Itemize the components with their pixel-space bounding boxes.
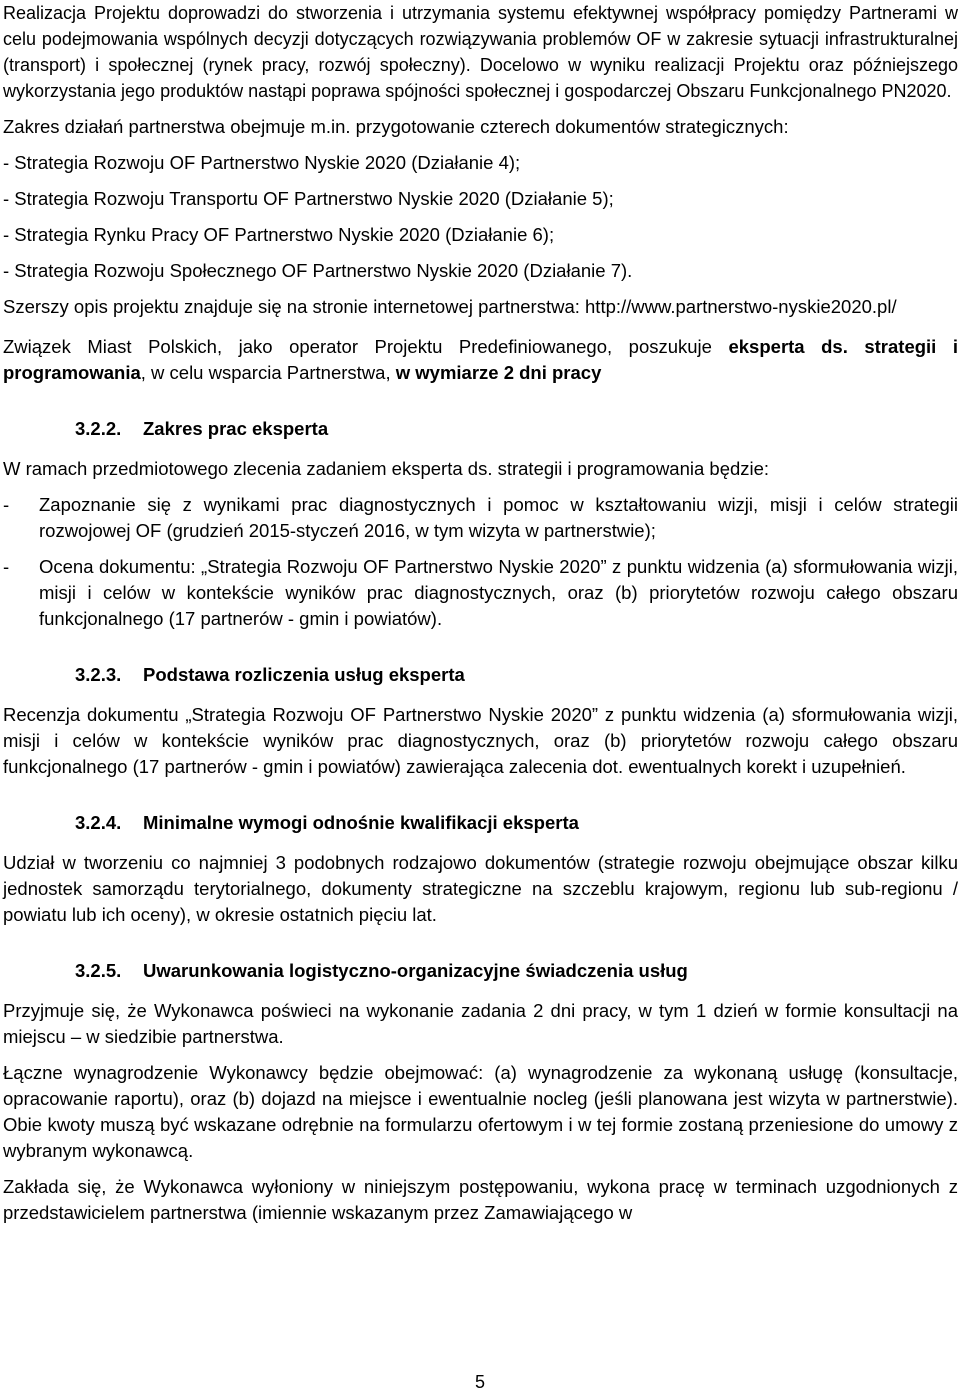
- expert-role: eksperta ds. strategii i programowania: [3, 336, 958, 383]
- scope-item: - Strategia Rynku Pracy OF Partnerstwo Nyskie 2020 (Działanie 6);: [3, 224, 555, 245]
- section-3-2-5-paragraph: Przyjmuje się, że Wykonawca poświeci na wykonanie zadania 2 dni pracy, w tym 1 dzień w formie konsultacji na miejscu – w siedzibie partnerstwa.: [3, 1000, 958, 1047]
- scope-item: - Strategia Rozwoju Społecznego OF Partnerstwo Nyskie 2020 (Działanie 7).: [3, 260, 633, 281]
- section-3-2-4-text: Udział w tworzeniu co najmniej 3 podobnych rodzajowo dokumentów (strategie rozwoju obejmujące obszar kilku jednostek samorządu terytorialnego, dokumenty strategiczne na szczeblu krajowym, regionu lub sub-regionu / powiatu lub ich oceny), w okresie ostatnich pięciu lat.: [3, 852, 958, 925]
- section-heading-3-2-5: 3.2.5. Uwarunkowania logistyczno-organizacyjne świadczenia usług: [75, 960, 688, 981]
- website-paragraph: Szerszy opis projektu znajduje się na stronie internetowej partnerstwa: http://www.partnerstwo-nyskie2020.pl/: [3, 296, 897, 317]
- scope-item: - Strategia Rozwoju OF Partnerstwo Nyskie 2020 (Działanie 4);: [3, 152, 521, 173]
- section-3-2-5-paragraph: Zakłada się, że Wykonawca wyłoniony w niniejszym postępowaniu, wykona pracę w terminach uzgodnionych z przedstawicielem partnerstwa (imiennie wskazanym przez Zamawiającego w: [3, 1176, 958, 1223]
- work-scope: w wymiarze 2 dni pracy: [395, 362, 602, 383]
- section-3-2-3-text: Recenzja dokumentu „Strategia Rozwoju OF Partnerstwo Nyskie 2020” z punktu widzenia (a) sformułowania wizji, misji i celów w kontekście wyników prac diagnostycznych, oraz (b) priorytetów rozwoju całego obszaru funkcjonalnego (17 partnerów - gmin i powiatów) zawierająca zalecenia dot. ewentualnych korekt i uzupełnień.: [3, 704, 958, 777]
- task-item: - Ocena dokumentu: „Strategia Rozwoju OF Partnerstwo Nyskie 2020” z punktu widzenia (a) sformułowania wizji, misji i celów w kontekście wyników prac diagnostycznych, oraz (b) priorytetów rozwoju całego obszaru funkcjonalnego (17 partnerów - gmin i powiatów).: [3, 556, 958, 629]
- section-3-2-5-paragraph: Łączne wynagrodzenie Wykonawcy będzie obejmować: (a) wynagrodzenie za wykonaną usługę (konsultacje, opracowanie raportu), oraz (b) dojazd na miejsce i ewentualnie nocleg (jeśli planowana jest wizyta w partnerstwie). Obie kwoty muszą być wskazane odrębnie na formularzu ofertowym i w tej formie zostaną przeniesione do umowy z wybranym wykonawcą.: [3, 1062, 958, 1161]
- section-heading-3-2-2: 3.2.2. Zakres prac eksperta: [75, 418, 329, 439]
- expert-search-paragraph: Związek Miast Polskich, jako operator Projektu Predefiniowanego, poszukuje eksperta ds. strategii i programowania, w celu wsparcia Partnerstwa, w wymiarze 2 dni pracy: [3, 336, 958, 383]
- scope-section: [3, 114, 958, 320]
- intro-section: [3, 0, 958, 104]
- section-3-2-2-lead: W ramach przedmiotowego zlecenia zadaniem eksperta ds. strategii i programowania będzie:: [3, 458, 770, 479]
- scope-lead: Zakres działań partnerstwa obejmuje m.in. przygotowanie czterech dokumentów strategicznych:: [3, 116, 789, 137]
- intro-paragraph: Realizacja Projektu doprowadzi do stworzenia i utrzymania systemu efektywnej współpracy pomiędzy Partnerami w celu podejmowania wspólnych decyzji dotyczących rozwiązywania problemów OF w zakresie sytuacji infrastrukturalnej (transport) i społecznej (rynek pracy, rozwój społeczny). Docelowo w wyniku realizacji Projektu oraz późniejszego wykorzystania jego produktów nastąpi poprawa spójności społecznej i gospodarczej Obszaru Funkcjonalnego PN2020.: [3, 3, 958, 101]
- task-item: - Zapoznanie się z wynikami prac diagnostycznych i pomoc w kształtowaniu wizji, misji i celów strategii rozwojowej OF (grudzień 2015-styczeń 2016, w tym wizyta w partnerstwie);: [3, 494, 958, 541]
- section-heading-3-2-4: 3.2.4. Minimalne wymogi odnośnie kwalifikacji eksperta: [75, 812, 579, 833]
- page-number: 5: [474, 1372, 485, 1392]
- section-heading-3-2-3: 3.2.3. Podstawa rozliczenia usług eksperta: [75, 664, 465, 685]
- scope-item: - Strategia Rozwoju Transportu OF Partnerstwo Nyskie 2020 (Działanie 5);: [3, 188, 614, 209]
